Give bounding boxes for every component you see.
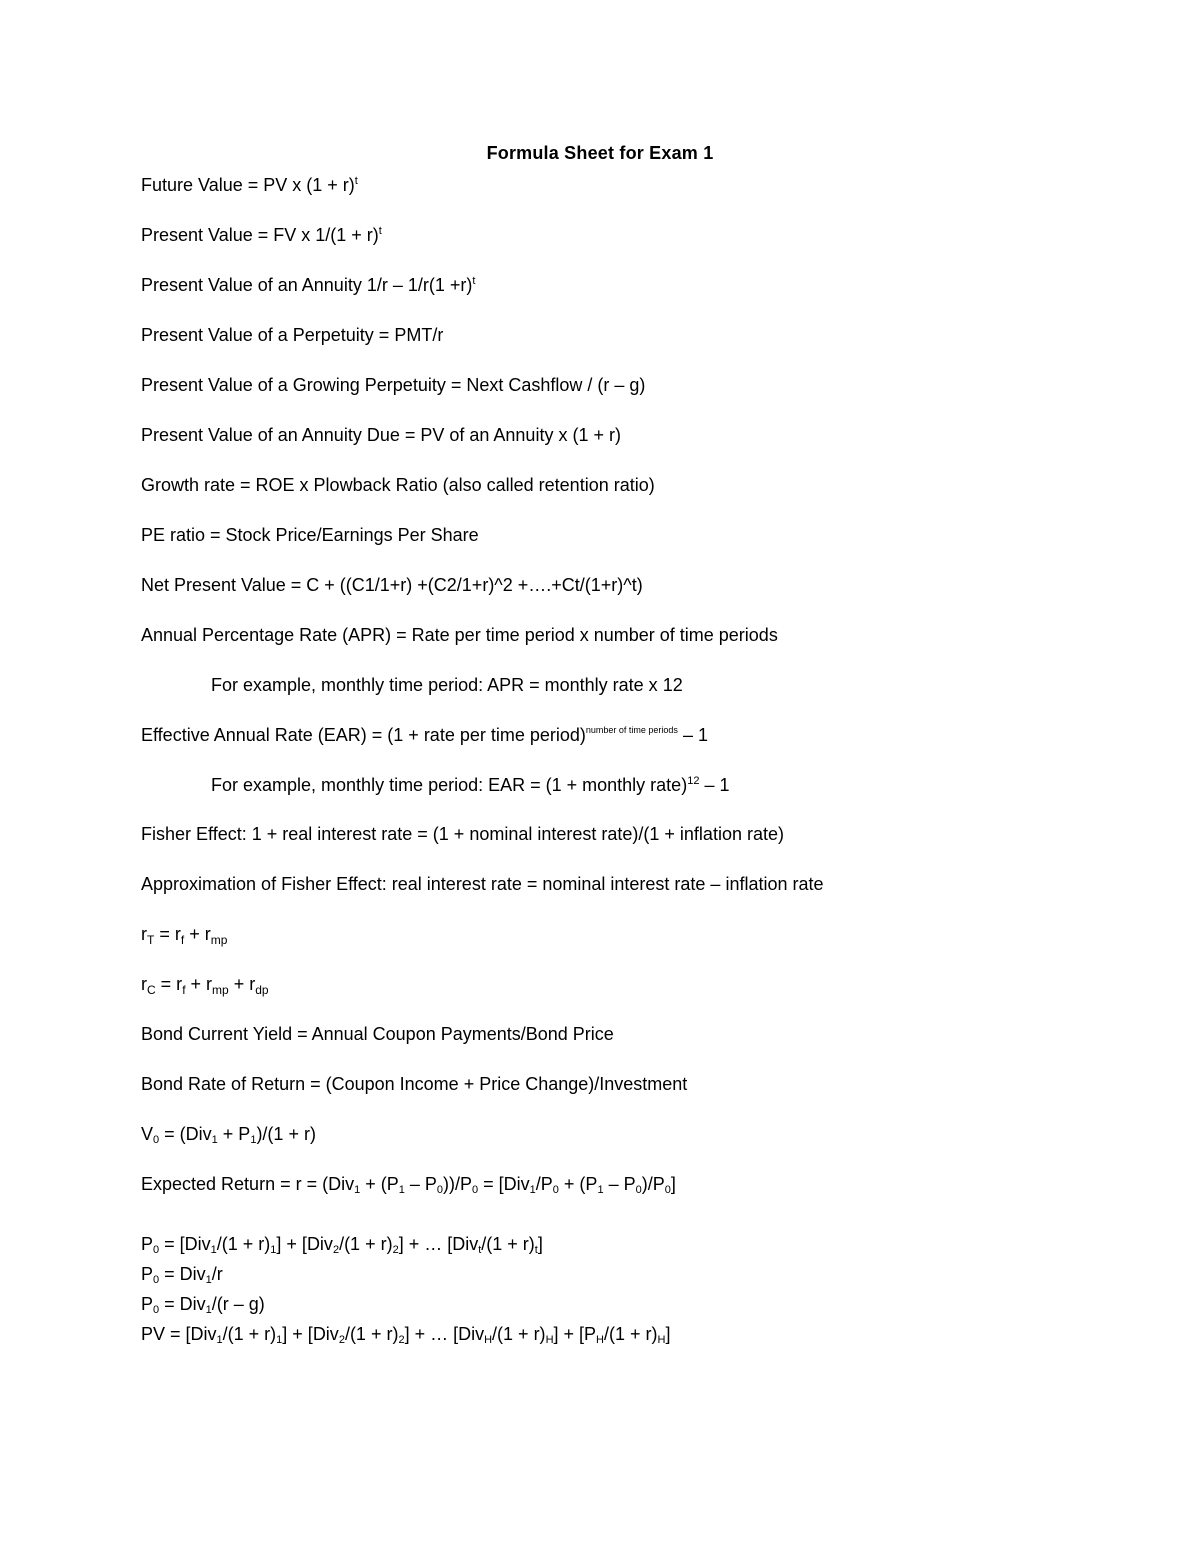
annuity-due-formula: Present Value of an Annuity Due = PV of an Annuity x (1 + r) — [141, 425, 621, 445]
page-title: Formula Sheet for Exam 1 — [486, 143, 714, 163]
corporate-rate-formula: $r_C = r_f + r_{mp} + r_{dp}$ — [141, 974, 269, 997]
pv-horizon-formula: PV = $[Div_1/(1 + r)_1] + [Div_2/(1 + r)_2]$ + … $[Div_H/(1 + r)_H] + [P_H/(1 + r)_H]$ — [141, 1324, 671, 1346]
apr-formula: Annual Percentage Rate (APR) = Rate per time period x number of time periods — [141, 625, 778, 645]
growth-rate-formula: Growth rate = ROE x Plowback Ratio (also called retention ratio) — [141, 475, 655, 495]
future-value-formula: Future Value = PV x $(1 + r)^t$ — [141, 175, 358, 195]
apr-example: For example, monthly time period: APR = monthly rate x 12 — [211, 675, 683, 695]
growing-perpetuity-formula: Present Value of a Growing Perpetuity = Next Cashflow / (r – g) — [141, 375, 646, 395]
annuity-formula: Present Value of an Annuity $1/r - 1/r(1 +r)^t$ — [141, 275, 476, 295]
perpetuity-formula: Present Value of a Perpetuity = PMT/r — [141, 325, 444, 345]
p0-growth-formula: $P_0 = Div_1/(r - g)$ — [141, 1294, 265, 1316]
fisher-approximation-formula: Approximation of Fisher Effect: real interest rate = nominal interest rate – inflation rate — [141, 874, 824, 894]
fisher-effect-formula: Fisher Effect: 1 + real interest rate = (1 + nominal interest rate)/(1 + inflation rate) — [141, 824, 784, 844]
p0-sum-formula: $P_0 = [Div_1/(1 + r)_1] + [Div_2/(1 + r)_2]$ + … $[Div_t/(1 + r)_t]$ — [141, 1234, 543, 1256]
v0-formula: $V_0 = (Div_1 + P_1)/(1 + r)$ — [141, 1124, 316, 1146]
bond-rate-of-return-formula: Bond Rate of Return = (Coupon Income + Price Change)/Investment — [141, 1074, 688, 1094]
npv-formula: Net Present Value = C + ((C1/1+r) +(C2/1+r)^2 +….+Ct/(1+r)^t) — [141, 575, 643, 595]
total-rate-formula: $r_T = r_f + r_{mp}$ — [141, 924, 228, 947]
expected-return-formula: Expected Return = $r = (Div_1 + (P_1 - P_0))/P_0 = [Div_1/P_0 + (P_1 - P_0)/P_0]$ — [141, 1174, 676, 1196]
bond-current-yield-formula: Bond Current Yield = Annual Coupon Payments/Bond Price — [141, 1024, 614, 1044]
pe-ratio-formula: PE ratio = Stock Price/Earnings Per Share — [141, 525, 479, 545]
p0-div-r-formula: $P_0 = Div_1/r$ — [141, 1264, 223, 1286]
ear-example: For example, monthly time period: EAR = (1 + monthly rate)$^{12}$ – 1 — [211, 775, 730, 795]
present-value-formula: Present Value = FV x $1/(1 + r)^t$ — [141, 225, 382, 245]
ear-formula: Effective Annual Rate (EAR) = (1 + rate per time period)$^{number of time periods}$ – 1 — [141, 725, 708, 745]
